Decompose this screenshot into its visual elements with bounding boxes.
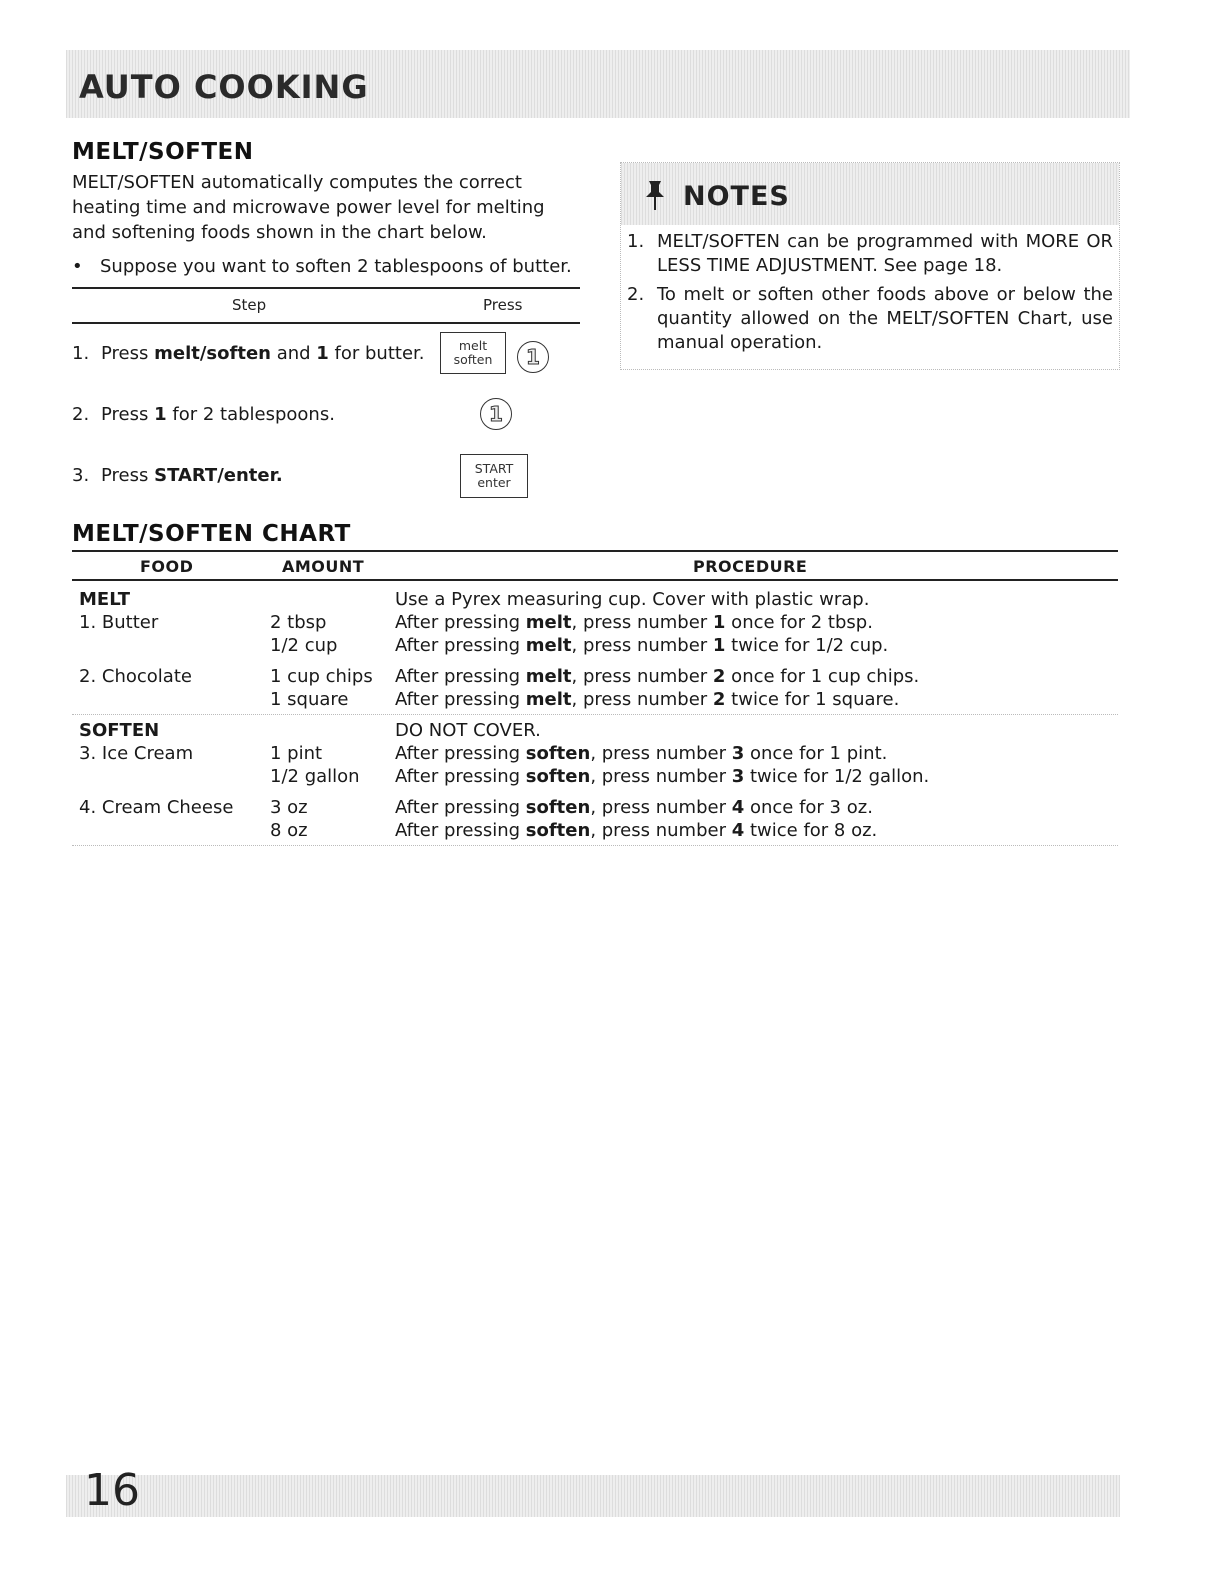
step-text: Press [101,343,155,364]
food-cell: 3. Ice Cream [79,743,194,764]
steps-header-rule [72,322,580,324]
notes-header [621,163,1119,225]
section-label-melt: MELT [79,589,130,610]
step-column-header: Step [232,296,267,314]
page-number: 16 [84,1465,140,1516]
amount-cell: 3 oz [270,797,308,818]
key-label-bottom: soften [453,352,493,367]
bullet-dot: • [72,256,83,277]
procedure-cell: After pressing soften, press number 3 once for 1 pint. [395,743,888,764]
food-cell: 4. Cream Cheese [79,797,234,818]
note-number: 1. [627,231,645,252]
chart-header-rule [72,579,1118,581]
amount-cell: 1 square [270,689,349,710]
key-label-top: melt [458,338,488,353]
procedure-cell: After pressing soften, press number 3 twice for 1/2 gallon. [395,766,930,787]
step-number: 1. [72,343,90,364]
note-text: To melt or soften other foods above or below the quantity allowed on the MELT/SOFTEN Chart, use manual operation. [657,284,1113,353]
procedure-cell: After pressing melt, press number 2 once for 1 cup chips. [395,666,920,687]
amount-cell: 1 pint [270,743,323,764]
chart-top-rule [72,550,1118,552]
footer-band [66,1475,1120,1517]
note-item [627,230,1113,278]
amount-column-header: AMOUNT [282,557,365,576]
step-text: Press [101,404,155,425]
procedure-column-header: PROCEDURE [693,557,808,576]
start-enter-key-icon [460,454,528,498]
chart-bottom-rule [72,845,1118,846]
step-text: and [270,343,317,364]
section-procedure: Use a Pyrex measuring cup. Cover with plastic wrap. [395,589,870,610]
chart-heading: MELT/SOFTEN CHART [72,521,351,547]
example-bullet [72,256,572,277]
step-row [72,404,335,425]
number-one-key-icon: 1 [480,398,512,430]
step-key-name: 1 [154,404,167,425]
key-label-bottom: enter [477,475,511,490]
amount-cell: 1 cup chips [270,666,373,687]
step-text: for butter. [328,343,425,364]
step-text: for 2 tablespoons. [166,404,335,425]
steps-top-rule [72,287,580,289]
melt-soften-heading: MELT/SOFTEN [72,139,254,165]
procedure-cell: After pressing soften, press number 4 once for 3 oz. [395,797,873,818]
notes-box [620,162,1120,370]
amount-cell: 1/2 cup [270,635,338,656]
step-number: 3. [72,465,90,486]
bullet-text: Suppose you want to soften 2 tablespoons of butter. [100,256,572,277]
intro-paragraph: MELT/SOFTEN automatically computes the correct heating time and microwave power level for melting and softening foods shown in the chart below. [72,172,545,243]
step-number: 2. [72,404,90,425]
step-text: Press [101,465,155,486]
procedure-cell: After pressing melt, press number 1 twice for 1/2 cup. [395,635,889,656]
note-number: 2. [627,284,645,305]
page-section-title: AUTO COOKING [79,68,369,106]
procedure-cell: After pressing soften, press number 4 twice for 8 oz. [395,820,878,841]
notes-title: NOTES [683,181,790,212]
food-column-header: FOOD [140,557,194,576]
step-row [72,343,425,364]
step-key-name: 1 [316,343,329,364]
step-key-name: START/enter. [154,465,283,486]
food-cell: 2. Chocolate [79,666,192,687]
key-label-top: START [474,461,514,476]
section-label-soften: SOFTEN [79,720,160,741]
number-one-key-icon: 1 [517,341,549,373]
step-key-name: melt/soften [154,343,271,364]
step-row [72,465,283,486]
amount-cell: 2 tbsp [270,612,327,633]
section-procedure: DO NOT COVER. [395,720,541,741]
header-banner [66,50,1130,118]
melt-soften-key-icon [440,332,506,374]
amount-cell: 1/2 gallon [270,766,360,787]
note-text: MELT/SOFTEN can be programmed with MORE OR LESS TIME ADJUSTMENT. See page 18. [657,231,1113,276]
food-cell: 1. Butter [79,612,159,633]
procedure-cell: After pressing melt, press number 2 twice for 1 square. [395,689,900,710]
amount-cell: 8 oz [270,820,308,841]
pushpin-icon [643,179,667,211]
press-column-header: Press [483,296,523,314]
section-divider [72,714,1118,715]
procedure-cell: After pressing melt, press number 1 once for 2 tbsp. [395,612,873,633]
note-item [627,283,1113,355]
